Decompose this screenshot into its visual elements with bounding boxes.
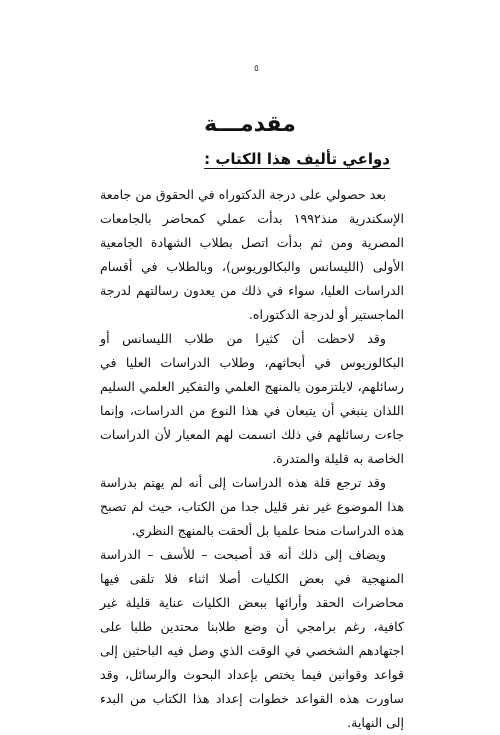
page-heading: مقدمـــة [204, 112, 296, 137]
section-title: دواعي تأليف هذا الكتاب : [204, 150, 390, 168]
paragraph: بعد حصولي على درجة الدكتوراه في الحقوق من جامعة الإسكندرية منذ١٩٩٢ بدأت عملي كمحاضر بالجامعات المصرية ومن ثم بدأت اتصل بطلاب الشهادة الجامعية الأولى (الليسانس والبكالوريوس)، وبالطلاب في أقسام الدراسات العليا، سواء في ذلك من يعدون رسالتهم لدرجة الماجستير أو لدرجة الدكتوراه. [100, 187, 404, 322]
page-mark: ٥ [254, 64, 259, 74]
body-text [100, 183, 404, 735]
paragraph: وقد ترجع قلة هذه الدراسات إلى أنه لم يهتم بدراسة هذا الموضوع غير نفر قليل جدا من الكتاب، حيث لم تصبح هذه الدراسات منحا علميا بل ألحقت بالمنهج النظري. [100, 475, 404, 538]
paragraph: وقد لاحظت أن كثيرا من طلاب الليسانس أو البكالوريوس في أبحاثهم، وطلاب الدراسات العليا في رسائلهم، لايلتزمون بالمنهج العلمي والتفكير العلمي السليم اللذان ينبغي أن يتبعان في هذا النوع من الدراسات، وإنما جاءت رسائلهم في ذلك اتسمت لهم المعيار لأن الدراسات الخاصة به قليلة والمتدرة. [100, 331, 404, 466]
paragraph: ويضاف إلى ذلك أنه قد أصبحت – للأسف – الدراسة المنهجية في بعض الكليات أصلا اثناء فلا تلقى فيها محاضرات الحقد وأرائها ببعض الكليات عناية قليلة غير كافية، رغم برامجي أن وضع طلابنا محتدين طلبا على اجتهادهم الشخصي في الوقت الذي وصل فيه الباحثين إلى قواعد وقوانين فيما يختص بإعداد البحوث والرسائل، وقد ساورت هذه القواعد خطوات إعداد هذا الكتاب من البدء إلى النهاية. [100, 547, 404, 730]
